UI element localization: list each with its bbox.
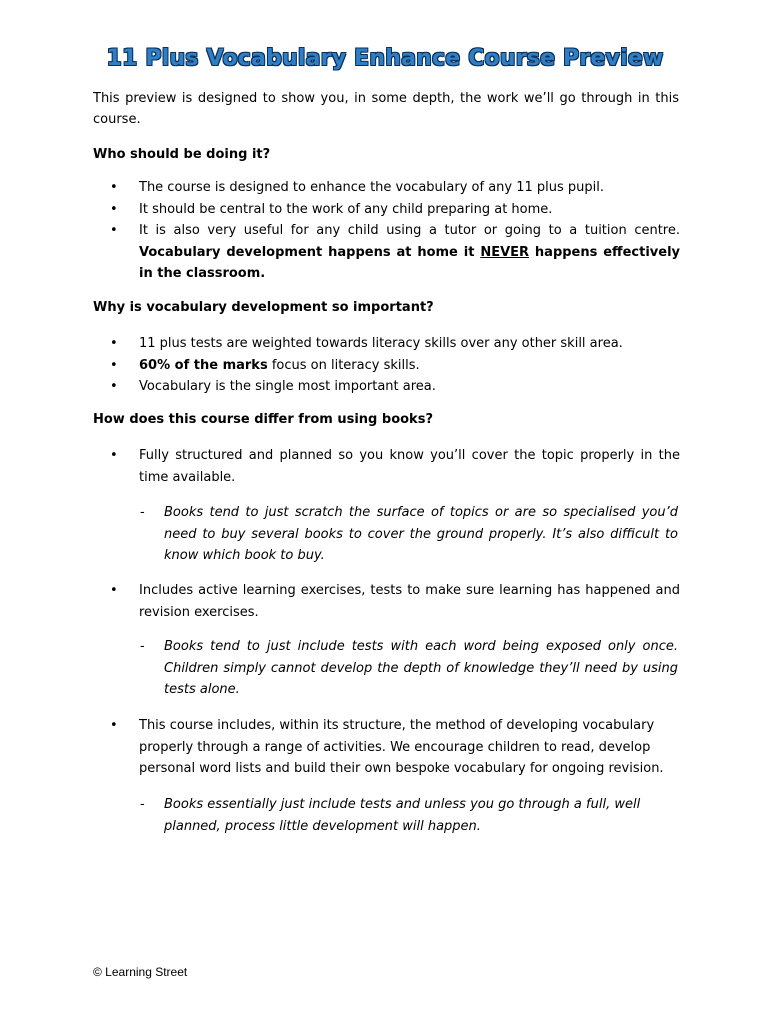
list-item-text: focus on literacy skills. (271, 357, 420, 373)
sub-point (140, 794, 678, 837)
emphasis-text (139, 245, 680, 282)
dash-marker: - (140, 505, 145, 520)
list-item-text: Includes active learning exercises, tests to make sure learning has happened and revision exercises. (139, 583, 680, 620)
bullet-icon: • (110, 180, 118, 195)
section-heading-how: How does this course differ from using books? (93, 412, 433, 427)
bullet-icon: • (110, 718, 118, 733)
sub-point (140, 502, 678, 567)
emphasis-part: Vocabulary development happens at home it (139, 244, 481, 260)
bullet-icon: • (110, 379, 118, 394)
list-item (110, 580, 680, 623)
list-item-text: This course includes, within its structure, the method of developing vocabulary properly through a range of activities. We encourage children to read, develop personal word lists and build their own bespoke vocabulary for ongoing revision. (139, 718, 664, 776)
list-item (110, 376, 680, 398)
list-item-text: It is also very useful for any child using a tutor or going to a tuition centre. (139, 223, 680, 238)
list-item-text: 11 plus tests are weighted towards literacy skills over any other skill area. (139, 336, 623, 351)
bullet-icon: • (110, 357, 118, 373)
emphasis-text: 60% of the marks (139, 357, 268, 373)
list-item (110, 333, 680, 355)
bullet-list-how-3 (110, 715, 680, 780)
bullet-icon: • (110, 583, 118, 598)
list-item (110, 715, 680, 780)
list-item (110, 220, 680, 285)
dash-marker: - (140, 639, 145, 654)
emphasis-part: happens effectively in the classroom. (139, 244, 681, 281)
bullet-icon: • (110, 223, 118, 238)
dash-marker: - (140, 797, 145, 812)
bullet-icon: • (110, 448, 118, 463)
section-heading-why: Why is vocabulary development so important? (93, 300, 434, 315)
bullet-icon: • (110, 201, 118, 217)
list-item-text: It should be central to the work of any child preparing at home. (139, 201, 553, 217)
sub-point-text: Books tend to just include tests with each word being exposed only once. Children simply cannot develop the depth of knowledge they’ll need by using tests alone. (164, 639, 678, 697)
bullet-icon: • (110, 336, 118, 351)
list-item (110, 199, 680, 221)
bullet-list-how-1 (110, 445, 680, 488)
list-item (110, 355, 680, 377)
bullet-list-who (110, 177, 680, 285)
bullet-list-how-2 (110, 580, 680, 623)
list-item-text: The course is designed to enhance the vocabulary of any 11 plus pupil. (139, 180, 605, 195)
sub-point-text: Books tend to just scratch the surface of topics or are so specialised you’d need to buy several books to cover the ground properly. It’s also difficult to know which book to buy. (164, 505, 678, 563)
section-heading-who: Who should be doing it? (93, 147, 271, 162)
intro-paragraph: This preview is designed to show you, in some depth, the work we’ll go through in this course. (93, 91, 679, 127)
list-item (110, 177, 680, 199)
bullet-list-why (110, 333, 680, 398)
list-item-text: Vocabulary is the single most important area. (139, 379, 436, 394)
list-item (110, 445, 680, 488)
sub-point (140, 636, 678, 701)
sub-point-text: Books essentially just include tests and unless you go through a full, well planned, process little development will happen. (164, 797, 641, 834)
list-item-text: Fully structured and planned so you know you’ll cover the topic properly in the time available. (139, 448, 680, 485)
underlined-never: NEVER (480, 244, 530, 260)
page-title: 11 Plus Vocabulary Enhance Course Preview (106, 46, 664, 71)
footer-copyright: © Learning Street (93, 965, 188, 979)
